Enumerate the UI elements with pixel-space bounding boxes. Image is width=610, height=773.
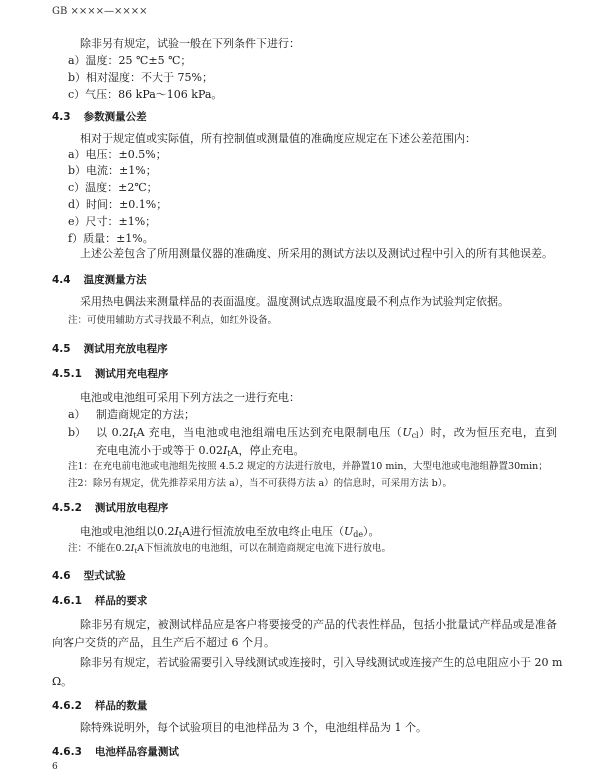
text-run: 充电电流小于或等于 0.02 bbox=[96, 444, 223, 457]
current-symbol: I bbox=[174, 525, 179, 538]
charging-intro: 电池或电池组可采用下列方法之一进行充电： bbox=[80, 391, 300, 404]
section-title: 温度测量方法 bbox=[83, 274, 147, 286]
voltage-symbol: U bbox=[402, 426, 412, 439]
section-number: 4.6.2 bbox=[52, 700, 82, 712]
section-heading-4-3 bbox=[52, 110, 147, 124]
sample-quantity-text: 除特殊说明外，每个试验项目的电池样品为 3 个，电池组样品为 1 个。 bbox=[80, 721, 427, 734]
section-title: 测试用充放电程序 bbox=[83, 343, 168, 355]
discharge-note bbox=[68, 542, 391, 556]
text-run: A下恒流放电的电池组，可以在制造商规定电流下进行放电。 bbox=[137, 543, 391, 554]
section-number: 4.5.1 bbox=[52, 368, 82, 380]
method-a-label: a） bbox=[68, 408, 86, 421]
section-number: 4.5 bbox=[52, 343, 71, 355]
tolerance-item-temperature: c）温度：±2℃； bbox=[68, 181, 158, 194]
section-number: 4.6.3 bbox=[52, 746, 82, 758]
current-symbol: I bbox=[130, 543, 135, 554]
current-subscript: t bbox=[178, 530, 183, 540]
voltage-symbol: U bbox=[344, 525, 354, 538]
conditions-intro: 除非另有规定，试验一般在下列条件下进行： bbox=[80, 37, 300, 50]
section-heading-4-5-1 bbox=[52, 367, 168, 381]
section-heading-4-6-2 bbox=[52, 699, 147, 713]
text-run: ）时，改为恒压充电，直到 bbox=[418, 426, 557, 439]
tolerance-item-current: b）电流：±1%； bbox=[68, 164, 157, 177]
voltage-subscript: cl bbox=[411, 431, 419, 441]
discharge-text bbox=[80, 525, 380, 539]
text-run: A，停止充电。 bbox=[230, 444, 305, 457]
section-title: 电池样品容量测试 bbox=[94, 746, 179, 758]
text-run: A进行恒流放电至放电终止电压（ bbox=[182, 525, 344, 538]
tolerance-item-size: e）尺寸：±1%； bbox=[68, 215, 157, 228]
standard-code-header: GB ××××—×××× bbox=[52, 6, 148, 17]
sample-requirement-para-2-line-1: 除非另有规定，若试验需要引入导线测试或连接时，引入导线测试或连接产生的总电阻应小于 20 m bbox=[80, 656, 563, 669]
tolerance-item-mass: f）质量：±1%。 bbox=[68, 232, 154, 245]
current-subscript: t bbox=[133, 431, 137, 441]
temperature-method-text: 采用热电偶法来测量样品的表面温度。温度测试点选取温度最不利点作为试验判定依据。 bbox=[80, 295, 509, 308]
page-number: 6 bbox=[52, 762, 58, 772]
voltage-subscript: de bbox=[353, 530, 364, 540]
section-number: 4.5.2 bbox=[52, 502, 82, 514]
text-run: 注：不能在0.2 bbox=[68, 543, 131, 554]
text-run: ）。 bbox=[363, 525, 380, 538]
current-subscript: t bbox=[134, 547, 138, 556]
charging-note-1: 注1：在充电前电池或电池组先按照 4.5.2 规定的方法进行放电，并静置10 min，大型电池或电池组静置30min； bbox=[68, 461, 548, 472]
section-heading-4-5 bbox=[52, 342, 168, 356]
sample-requirement-para-2-line-2: Ω。 bbox=[52, 675, 73, 688]
sample-requirement-para-1-line-1: 除非另有规定，被测试样品应是客户将要接受的产品的代表性样品，包括小批量试产样品或是准备 bbox=[80, 618, 557, 631]
section-heading-4-6-3 bbox=[52, 745, 179, 759]
tolerance-intro: 相对于规定值或实际值，所有控制值或测量值的准确度应规定在下述公差范围内： bbox=[80, 132, 476, 145]
section-title: 测试用充电程序 bbox=[94, 368, 169, 380]
text-run: 以 0.2 bbox=[96, 426, 130, 439]
tolerance-item-time: d）时间：±0.1%； bbox=[68, 198, 168, 211]
condition-item-humidity: b）相对湿度：不大于 75%； bbox=[68, 71, 213, 84]
current-symbol: I bbox=[129, 426, 134, 439]
sample-requirement-para-1-line-2: 向客户交货的产品，且生产后不超过 6 个月。 bbox=[52, 636, 275, 649]
section-number: 4.6 bbox=[52, 570, 71, 582]
method-b-label: b） bbox=[68, 426, 87, 439]
text-run: 电池或电池组以0.2 bbox=[80, 525, 175, 538]
section-heading-4-6 bbox=[52, 569, 126, 583]
section-title: 参数测量公差 bbox=[83, 111, 147, 123]
current-symbol: I bbox=[223, 444, 228, 457]
section-title: 样品的数量 bbox=[94, 700, 148, 712]
section-heading-4-4 bbox=[52, 273, 147, 287]
section-title: 型式试验 bbox=[83, 570, 126, 582]
method-a-text: 制造商规定的方法； bbox=[96, 408, 195, 421]
condition-item-temperature: a）温度：25 ℃±5 ℃； bbox=[68, 54, 192, 67]
section-number: 4.3 bbox=[52, 111, 71, 123]
tolerance-closing: 上述公差包含了所用测量仪器的准确度、所采用的测试方法以及测试过程中引入的所有其他误差。 bbox=[80, 247, 553, 260]
section-number: 4.6.1 bbox=[52, 595, 82, 607]
text-run: A 充电，当电池或电池组端电压达到充电限制电压（ bbox=[136, 426, 403, 439]
charging-note-2: 注2：除另有规定，优先推荐采用方法 a），当不可获得方法 a）的信息时，可采用方法 b）。 bbox=[68, 478, 453, 489]
method-b-line-1 bbox=[96, 426, 557, 440]
section-heading-4-6-1 bbox=[52, 594, 147, 608]
temperature-method-note: 注：可使用辅助方式寻找最不利点，如红外设备。 bbox=[68, 315, 278, 326]
tolerance-item-voltage: a）电压：±0.5%； bbox=[68, 148, 167, 161]
condition-item-pressure: c）气压：86 kPa～106 kPa。 bbox=[68, 88, 223, 101]
method-b-line-2 bbox=[96, 444, 305, 458]
section-title: 测试用放电程序 bbox=[94, 502, 169, 514]
section-heading-4-5-2 bbox=[52, 501, 168, 515]
section-number: 4.4 bbox=[52, 274, 71, 286]
current-subscript: t bbox=[227, 449, 231, 459]
section-title: 样品的要求 bbox=[94, 595, 148, 607]
